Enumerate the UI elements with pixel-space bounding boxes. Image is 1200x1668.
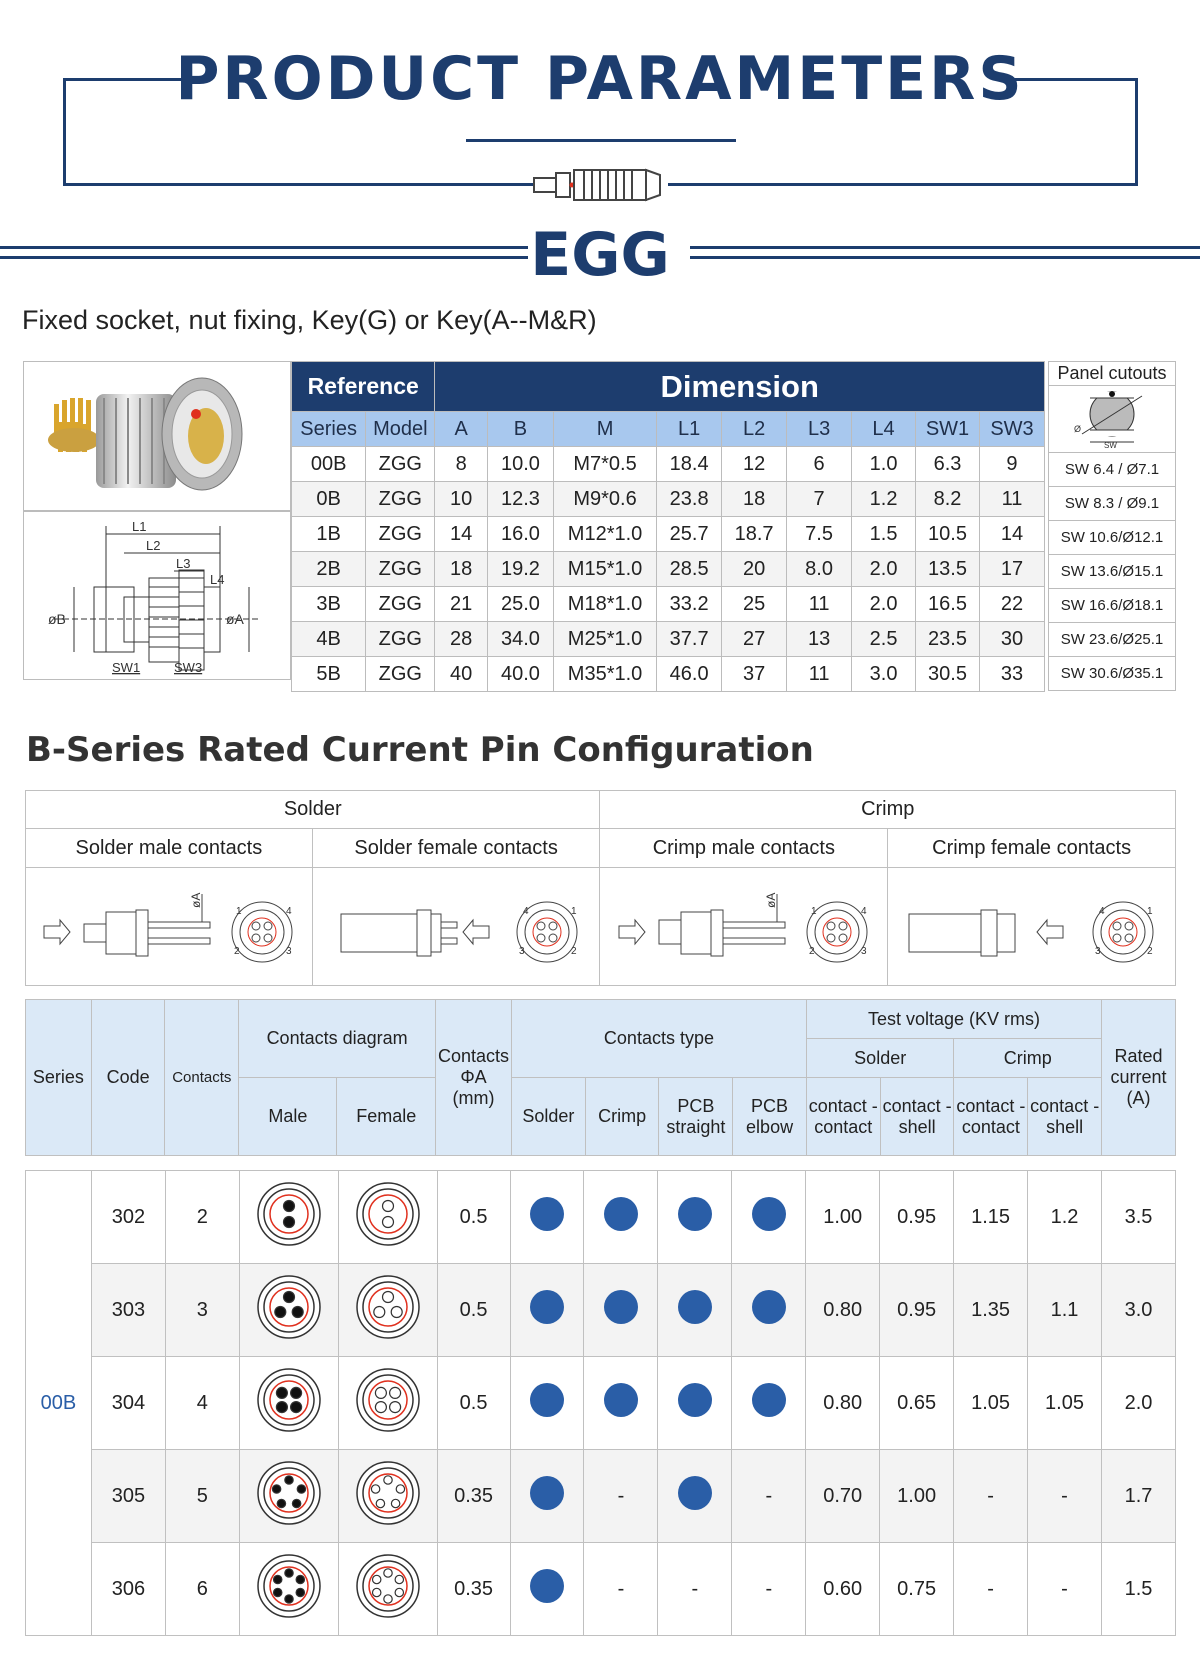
dim-cell: 1.0 <box>852 447 916 482</box>
dim-cell: 5B <box>292 657 366 692</box>
dim-cell: 9 <box>979 447 1044 482</box>
hdr-ctype: Contacts type <box>512 1000 807 1078</box>
contacts-cell: 5 <box>165 1450 239 1543</box>
phiA-cell: 0.5 <box>437 1357 510 1450</box>
panel-cutout-cell: SW 23.6/Ø25.1 <box>1049 623 1176 657</box>
female-contact-diagram-icon <box>355 1367 421 1433</box>
spec-row <box>26 1171 1176 1264</box>
panel-cutout-icon <box>1072 386 1152 448</box>
solder-male-diagram <box>26 868 313 986</box>
dim-cell: 1.5 <box>852 517 916 552</box>
contacts-cell: 3 <box>165 1264 239 1357</box>
dim-cell: 10.0 <box>487 447 553 482</box>
phiA-cell: 0.35 <box>437 1450 510 1543</box>
dim-cell: 37 <box>722 657 787 692</box>
available-dot-icon <box>604 1290 638 1324</box>
dim-cell: ZGG <box>366 447 435 482</box>
dim-row <box>292 657 1045 692</box>
dim-cell: M12*1.0 <box>553 517 656 552</box>
dim-cell: M15*1.0 <box>553 552 656 587</box>
dim-cell: 7.5 <box>787 517 852 552</box>
pin-num-1c: 1 <box>810 905 817 917</box>
available-dot-icon <box>678 1383 712 1417</box>
dimension-drawing <box>23 511 291 680</box>
dim-cell: 18 <box>435 552 488 587</box>
pcb-elbow-cell <box>732 1264 806 1357</box>
pin-num-4d: 4 <box>1098 905 1105 917</box>
s-cc-cell: 1.00 <box>806 1171 880 1264</box>
hdr-phiA: Contacts ΦA (mm) <box>435 1000 511 1156</box>
pin-num-2b: 2 <box>571 945 577 957</box>
code-cell: 303 <box>91 1264 165 1357</box>
connector-icon <box>532 166 668 202</box>
s-cs-cell: 1.00 <box>880 1450 954 1543</box>
dim-cell: 3.0 <box>852 657 916 692</box>
s-cc-cell: 0.80 <box>806 1264 880 1357</box>
crimp-female-diagram <box>888 868 1176 986</box>
solder-cell <box>510 1357 584 1450</box>
dimension-table <box>291 361 1045 692</box>
panel-cutout-cell: SW 6.4 / Ø7.1 <box>1049 453 1176 487</box>
hdr-diagram: Contacts diagram <box>239 1000 436 1078</box>
c-cs-cell: - <box>1028 1543 1102 1636</box>
dim-cell: 46.0 <box>657 657 722 692</box>
dim-cell: M9*0.6 <box>553 482 656 517</box>
dim-cell: 12.3 <box>487 482 553 517</box>
dim-row <box>292 482 1045 517</box>
dim-cell: 12 <box>722 447 787 482</box>
dim-col-4: M <box>553 412 656 447</box>
rated-cell: 1.7 <box>1101 1450 1175 1543</box>
phiA-label-1: øA <box>188 892 203 908</box>
available-dot-icon <box>678 1476 712 1510</box>
pin-num-2d: 2 <box>1146 945 1153 957</box>
panel-cutout-icon-cell <box>1049 386 1176 453</box>
hdr-tv-solder: Solder <box>806 1039 954 1078</box>
dim-cell: 25 <box>722 587 787 622</box>
c-cc-cell: - <box>954 1543 1028 1636</box>
available-dot-icon <box>752 1290 786 1324</box>
solder-cell <box>510 1171 584 1264</box>
dim-cell: 11 <box>787 587 852 622</box>
c-cs-cell: 1.2 <box>1028 1171 1102 1264</box>
available-dot-icon <box>530 1476 564 1510</box>
solder-female-diagram <box>312 868 600 986</box>
dim-cell: 30 <box>979 622 1044 657</box>
available-dot-icon <box>678 1197 712 1231</box>
dim-cell: 3B <box>292 587 366 622</box>
dim-cell: 8.2 <box>916 482 980 517</box>
pin-num-2a: 2 <box>233 945 240 957</box>
product-photo <box>23 361 291 511</box>
hdr-female: Female <box>337 1078 436 1156</box>
dim-row <box>292 587 1045 622</box>
dimension-header: Dimension <box>435 362 1045 412</box>
spec-row <box>26 1543 1176 1636</box>
female-diagram-cell <box>338 1357 437 1450</box>
dim-cell: M25*1.0 <box>553 622 656 657</box>
male-diagram-cell <box>239 1264 338 1357</box>
available-dot-icon <box>678 1290 712 1324</box>
pin-num-1a: 1 <box>235 905 242 917</box>
contacts-cell: 4 <box>165 1357 239 1450</box>
dim-cell: 23.5 <box>916 622 980 657</box>
c-cc-cell: 1.15 <box>954 1171 1028 1264</box>
dim-cell: 40.0 <box>487 657 553 692</box>
male-diagram-cell <box>239 1450 338 1543</box>
c-cc-cell: 1.35 <box>954 1264 1028 1357</box>
dim-cell: 2B <box>292 552 366 587</box>
female-contact-diagram-icon <box>355 1460 421 1526</box>
pin-num-2c: 2 <box>808 945 815 957</box>
dim-cell: 27 <box>722 622 787 657</box>
code-cell: 302 <box>91 1171 165 1264</box>
label-SW3: SW3 <box>174 660 203 675</box>
hdr-contacts: Contacts <box>165 1000 239 1156</box>
s-cs-cell: 0.95 <box>880 1264 954 1357</box>
product-subtitle: Fixed socket, nut fixing, Key(G) or Key(A--M&R) <box>22 305 597 335</box>
panel-cutouts-header: Panel cutouts <box>1049 362 1176 386</box>
spec-header-table <box>25 999 1176 1156</box>
available-dot-icon <box>530 1290 564 1324</box>
female-diagram-cell <box>338 1543 437 1636</box>
available-dot-icon <box>604 1383 638 1417</box>
dim-cell: 0B <box>292 482 366 517</box>
s-cs-cell: 0.65 <box>880 1357 954 1450</box>
crimp-female-header: Crimp female contacts <box>888 829 1176 868</box>
male-diagram-cell <box>239 1171 338 1264</box>
dim-col-2: A <box>435 412 488 447</box>
panel-icon-sw: SW <box>1104 441 1117 448</box>
crimp-male-header: Crimp male contacts <box>600 829 888 868</box>
pcb-straight-cell: - <box>658 1543 732 1636</box>
c-cs-cell: 1.05 <box>1028 1357 1102 1450</box>
pcb-elbow-cell: - <box>732 1543 806 1636</box>
rated-cell: 2.0 <box>1101 1357 1175 1450</box>
dim-cell: 33 <box>979 657 1044 692</box>
label-A: øA <box>226 611 244 627</box>
series-cell: 00B <box>26 1171 92 1636</box>
rated-cell: 3.5 <box>1101 1171 1175 1264</box>
female-diagram-cell <box>338 1171 437 1264</box>
dim-cell: 10 <box>435 482 488 517</box>
female-diagram-cell <box>338 1450 437 1543</box>
dim-cell: 28 <box>435 622 488 657</box>
dim-col-6: L2 <box>722 412 787 447</box>
male-diagram-cell <box>239 1543 338 1636</box>
dim-cell: 19.2 <box>487 552 553 587</box>
pcb-elbow-cell: - <box>732 1450 806 1543</box>
dim-row <box>292 552 1045 587</box>
dim-col-0: Series <box>292 412 366 447</box>
available-dot-icon <box>530 1383 564 1417</box>
pcb-straight-cell <box>658 1450 732 1543</box>
c-cs-cell: 1.1 <box>1028 1264 1102 1357</box>
dim-row <box>292 517 1045 552</box>
dim-cell: ZGG <box>366 587 435 622</box>
dim-cell: 14 <box>435 517 488 552</box>
rated-cell: 1.5 <box>1101 1543 1175 1636</box>
available-dot-icon <box>530 1569 564 1603</box>
c-cc-cell: - <box>954 1450 1028 1543</box>
hdr-test-voltage: Test voltage (KV rms) <box>806 1000 1101 1039</box>
dim-cell: 00B <box>292 447 366 482</box>
crimp-cell: - <box>584 1450 658 1543</box>
header-frame-bottom-left <box>63 183 533 186</box>
dim-cell: 2.0 <box>852 587 916 622</box>
label-SW1: SW1 <box>112 660 141 675</box>
dim-cell: ZGG <box>366 657 435 692</box>
phiA-label-2: øA <box>763 892 778 908</box>
male-diagram-cell <box>239 1357 338 1450</box>
hdr-solder: Solder <box>512 1078 586 1156</box>
hdr-pcb-elbow: PCB elbow <box>733 1078 807 1156</box>
code-cell: 306 <box>91 1543 165 1636</box>
code-cell: 305 <box>91 1450 165 1543</box>
s-cs-cell: 0.95 <box>880 1171 954 1264</box>
dim-cell: 1B <box>292 517 366 552</box>
dim-cell: 10.5 <box>916 517 980 552</box>
pin-num-3d: 3 <box>1094 945 1101 957</box>
available-dot-icon <box>530 1197 564 1231</box>
pin-num-3b: 3 <box>519 945 525 957</box>
solder-cell <box>510 1543 584 1636</box>
hdr-tv-crimp: Crimp <box>954 1039 1102 1078</box>
dim-col-3: B <box>487 412 553 447</box>
crimp-cell <box>584 1171 658 1264</box>
pin-num-4a: 4 <box>285 905 292 917</box>
pin-num-1d: 1 <box>1146 905 1153 917</box>
spec-table <box>25 1170 1176 1636</box>
label-L2: L2 <box>146 538 161 553</box>
contacts-cell: 6 <box>165 1543 239 1636</box>
label-L4: L4 <box>210 572 225 587</box>
dim-col-10: SW3 <box>979 412 1044 447</box>
dim-cell: 25.0 <box>487 587 553 622</box>
pcb-elbow-cell <box>732 1357 806 1450</box>
dim-cell: ZGG <box>366 622 435 657</box>
hdr-code: Code <box>91 1000 165 1156</box>
dim-cell: 13 <box>787 622 852 657</box>
male-contact-diagram-icon <box>256 1553 322 1619</box>
title-underline <box>466 139 736 142</box>
phiA-cell: 0.5 <box>437 1264 510 1357</box>
hdr-s-cs: contact - shell <box>880 1078 954 1156</box>
dim-cell: 13.5 <box>916 552 980 587</box>
c-cc-cell: 1.05 <box>954 1357 1028 1450</box>
s-cc-cell: 0.60 <box>806 1543 880 1636</box>
dim-cell: 2.0 <box>852 552 916 587</box>
dim-cell: 11 <box>787 657 852 692</box>
pcb-straight-cell <box>658 1357 732 1450</box>
dim-col-9: SW1 <box>916 412 980 447</box>
page-title: PRODUCT PARAMETERS <box>175 44 1025 114</box>
dim-cell: 25.7 <box>657 517 722 552</box>
dim-col-8: L4 <box>852 412 916 447</box>
panel-cutout-cell: SW 16.6/Ø18.1 <box>1049 589 1176 623</box>
series-name: EGG <box>530 220 670 290</box>
pin-num-3a: 3 <box>285 945 292 957</box>
rated-cell: 3.0 <box>1101 1264 1175 1357</box>
dim-row <box>292 622 1045 657</box>
female-contact-diagram-icon <box>355 1274 421 1340</box>
pin-num-4c: 4 <box>860 905 867 917</box>
crimp-cell <box>584 1357 658 1450</box>
dim-cell: 18.4 <box>657 447 722 482</box>
dim-col-1: Model <box>366 412 435 447</box>
spec-row <box>26 1450 1176 1543</box>
phiA-cell: 0.5 <box>437 1171 510 1264</box>
solder-cell <box>510 1450 584 1543</box>
dim-cell: 11 <box>979 482 1044 517</box>
c-cs-cell: - <box>1028 1450 1102 1543</box>
solder-cell <box>510 1264 584 1357</box>
dim-cell: 4B <box>292 622 366 657</box>
available-dot-icon <box>604 1197 638 1231</box>
contacts-cell: 2 <box>165 1171 239 1264</box>
dim-cell: M18*1.0 <box>553 587 656 622</box>
panel-cutout-cell: SW 13.6/Ø15.1 <box>1049 555 1176 589</box>
dim-cell: 18.7 <box>722 517 787 552</box>
dim-cell: 7 <box>787 482 852 517</box>
crimp-cell: - <box>584 1543 658 1636</box>
dim-cell: 6 <box>787 447 852 482</box>
dim-cell: 34.0 <box>487 622 553 657</box>
dim-cell: 18 <box>722 482 787 517</box>
crimp-male-diagram <box>600 868 888 986</box>
dim-cell: ZGG <box>366 517 435 552</box>
header-frame-bottom-right <box>668 183 1138 186</box>
s-cs-cell: 0.75 <box>880 1543 954 1636</box>
pcb-straight-cell <box>658 1264 732 1357</box>
contact-types-table <box>25 790 1176 986</box>
pin-section-title: B-Series Rated Current Pin Configuration <box>26 730 814 770</box>
female-contact-diagram-icon <box>355 1553 421 1619</box>
s-cc-cell: 0.80 <box>806 1357 880 1450</box>
dim-cell: M35*1.0 <box>553 657 656 692</box>
hdr-pcb-straight: PCB straight <box>659 1078 733 1156</box>
panel-cutout-cell: SW 10.6/Ø12.1 <box>1049 521 1176 555</box>
female-contact-diagram-icon <box>355 1181 421 1247</box>
hdr-c-cs: contact - shell <box>1028 1078 1102 1156</box>
solder-male-header: Solder male contacts <box>26 829 313 868</box>
hdr-male: Male <box>239 1078 337 1156</box>
hdr-s-cc: contact - contact <box>806 1078 880 1156</box>
label-L3: L3 <box>176 556 191 571</box>
crimp-header: Crimp <box>600 791 1176 829</box>
spec-row <box>26 1264 1176 1357</box>
dim-cell: ZGG <box>366 482 435 517</box>
hdr-crimp: Crimp <box>585 1078 659 1156</box>
dim-cell: 2.5 <box>852 622 916 657</box>
pin-num-4b: 4 <box>523 905 529 917</box>
hdr-c-cc: contact - contact <box>954 1078 1028 1156</box>
panel-cutout-cell: SW 8.3 / Ø9.1 <box>1049 487 1176 521</box>
available-dot-icon <box>752 1383 786 1417</box>
dim-col-7: L3 <box>787 412 852 447</box>
dim-cell: 17 <box>979 552 1044 587</box>
s-cc-cell: 0.70 <box>806 1450 880 1543</box>
panel-cutout-cell: SW 30.6/Ø35.1 <box>1049 657 1176 691</box>
panel-icon-dia: Ø <box>1074 424 1082 434</box>
dim-cell: 33.2 <box>657 587 722 622</box>
dim-row <box>292 447 1045 482</box>
spec-row <box>26 1357 1176 1450</box>
male-contact-diagram-icon <box>256 1274 322 1340</box>
dim-cell: 16.0 <box>487 517 553 552</box>
pin-num-3c: 3 <box>860 945 867 957</box>
dim-cell: 30.5 <box>916 657 980 692</box>
male-contact-diagram-icon <box>256 1181 322 1247</box>
dim-cell: 40 <box>435 657 488 692</box>
dim-cell: 20 <box>722 552 787 587</box>
dim-cell: 22 <box>979 587 1044 622</box>
label-B: øB <box>48 611 66 627</box>
male-contact-diagram-icon <box>256 1460 322 1526</box>
dim-cell: ZGG <box>366 552 435 587</box>
dim-cell: 8.0 <box>787 552 852 587</box>
male-contact-diagram-icon <box>256 1367 322 1433</box>
solder-female-header: Solder female contacts <box>312 829 600 868</box>
female-diagram-cell <box>338 1264 437 1357</box>
dim-cell: 6.3 <box>916 447 980 482</box>
pcb-elbow-cell <box>732 1171 806 1264</box>
pin-num-1b: 1 <box>571 905 577 917</box>
hdr-series: Series <box>26 1000 92 1156</box>
code-cell: 304 <box>91 1357 165 1450</box>
dim-cell: M7*0.5 <box>553 447 656 482</box>
dim-cell: 16.5 <box>916 587 980 622</box>
dim-cell: 8 <box>435 447 488 482</box>
dim-col-5: L1 <box>657 412 722 447</box>
reference-header: Reference <box>292 362 435 412</box>
dim-cell: 37.7 <box>657 622 722 657</box>
panel-cutouts-table <box>1048 361 1176 691</box>
pcb-straight-cell <box>658 1171 732 1264</box>
dim-cell: 23.8 <box>657 482 722 517</box>
dim-cell: 28.5 <box>657 552 722 587</box>
available-dot-icon <box>752 1197 786 1231</box>
dim-cell: 21 <box>435 587 488 622</box>
dim-cell: 14 <box>979 517 1044 552</box>
solder-header: Solder <box>26 791 600 829</box>
crimp-cell <box>584 1264 658 1357</box>
hdr-rated: Rated current (A) <box>1102 1000 1176 1156</box>
phiA-cell: 0.35 <box>437 1543 510 1636</box>
dim-cell: 1.2 <box>852 482 916 517</box>
label-L1: L1 <box>132 519 147 534</box>
